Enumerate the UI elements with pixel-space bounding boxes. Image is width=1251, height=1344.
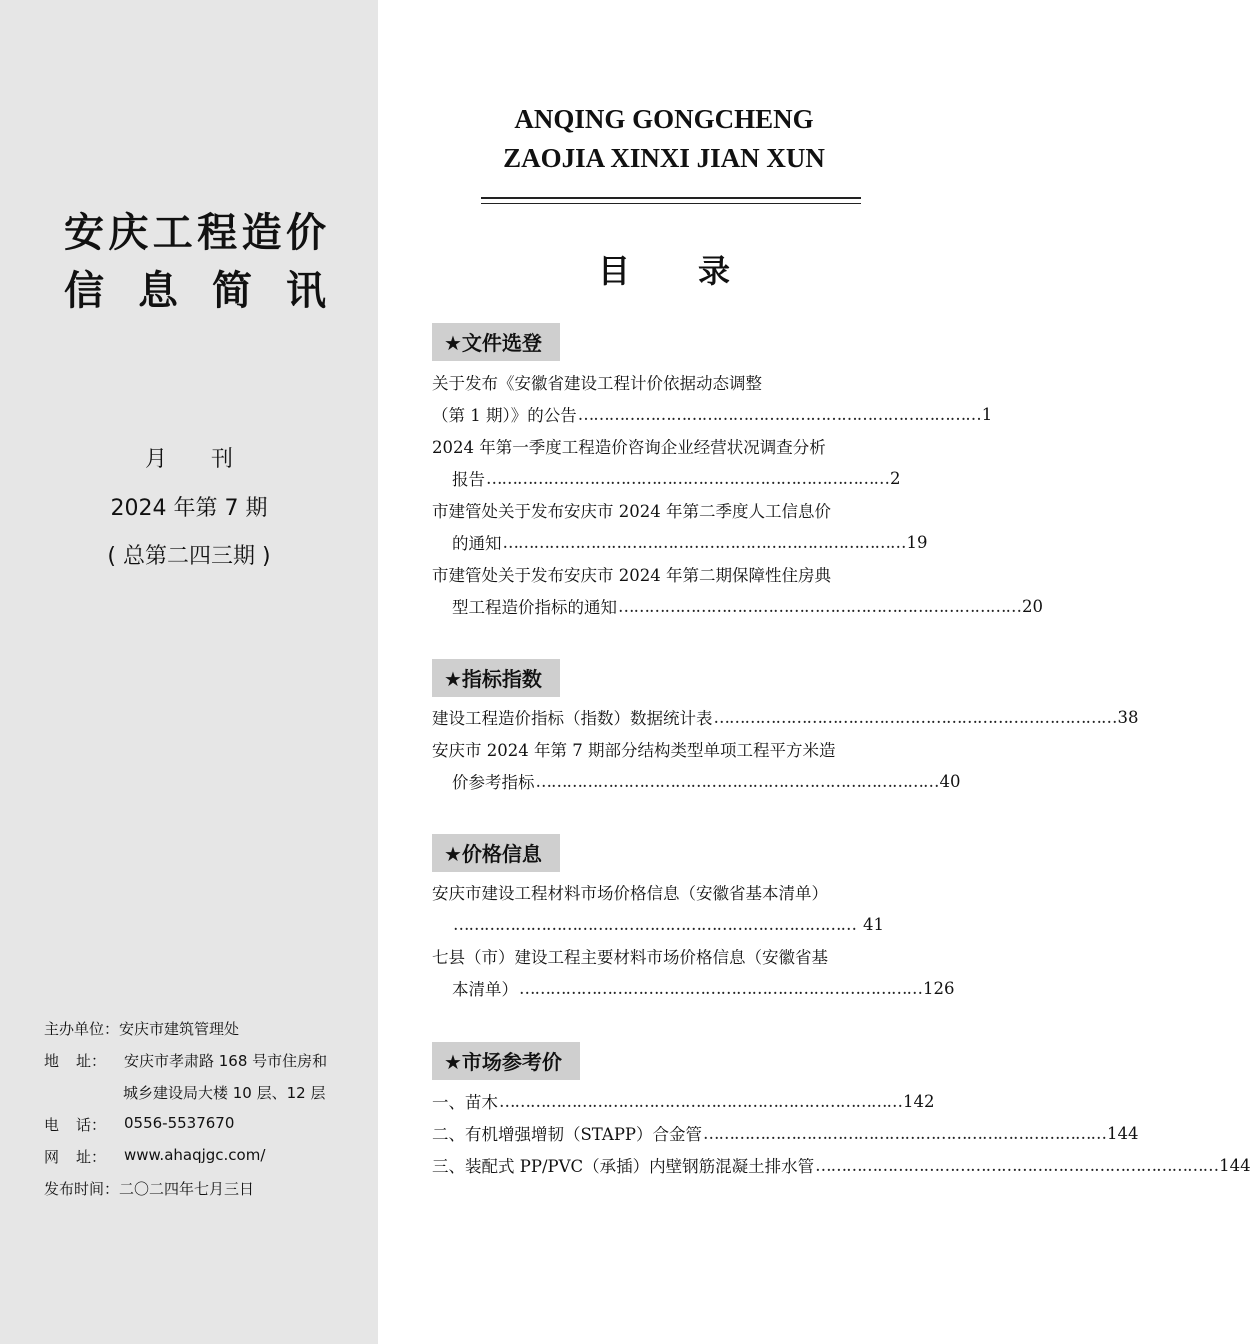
toc-page-number: 40 bbox=[939, 771, 961, 791]
toc-entry-text: 一、苗木 bbox=[432, 1093, 498, 1112]
publish-date-row bbox=[44, 1178, 254, 1199]
publish-date-value: 二〇二四年七月三日 bbox=[119, 1180, 255, 1198]
journal-title-line2 bbox=[64, 263, 326, 314]
english-title-line1: ANQING GONGCHENG bbox=[514, 104, 814, 134]
leader-dots: …………………………………………………………………… bbox=[453, 914, 856, 934]
toc-entry[interactable] bbox=[432, 733, 884, 765]
toc-entry[interactable] bbox=[432, 940, 884, 972]
section-tag-indices: ★指标指数 bbox=[432, 659, 560, 697]
title-char: 造 bbox=[241, 209, 282, 256]
sponsor-value: 安庆市建筑管理处 bbox=[119, 1020, 240, 1038]
title-char: 简 bbox=[212, 267, 252, 314]
leader-dots: …………………………………………………………………… bbox=[502, 532, 906, 552]
leader-dots: …………………………………………………………………… bbox=[519, 978, 922, 998]
toc-entry-text: 安庆市建设工程材料市场价格信息（安徽省基本清单） bbox=[432, 884, 828, 903]
toc-entry-text: 本清单） bbox=[452, 980, 518, 999]
toc-entry[interactable] bbox=[452, 462, 901, 494]
contents-panel bbox=[378, 0, 1251, 1344]
toc-entry-text: 市建管处关于发布安庆市 2024 年第二季度人工信息价 bbox=[432, 502, 831, 521]
toc-entry[interactable] bbox=[432, 701, 1139, 733]
toc-entry-text: 价参考指标 bbox=[452, 773, 535, 792]
toc-page-number: 41 bbox=[863, 914, 884, 934]
toc-page-number: 20 bbox=[1022, 596, 1043, 616]
toc-page-number: 38 bbox=[1117, 707, 1139, 727]
phone-row bbox=[44, 1114, 234, 1135]
toc-entry-text: 二、有机增强增韧（STAPP）合金管 bbox=[432, 1125, 703, 1144]
toc-entry-text: 市建管处关于发布安庆市 2024 年第二期保障性住房典 bbox=[432, 566, 831, 585]
toc-entry[interactable] bbox=[452, 908, 884, 940]
toc-entry[interactable] bbox=[432, 558, 884, 590]
title-char: 信 bbox=[64, 267, 104, 314]
toc-entry-text: 三、装配式 PP/PVC（承插）内壁钢筋混凝土排水管 bbox=[432, 1157, 815, 1176]
sponsor-label: 主办单位： bbox=[44, 1020, 120, 1038]
address-label: 地 址： bbox=[44, 1052, 106, 1070]
leader-dots: …………………………………………………………………… bbox=[713, 707, 1117, 727]
toc-entry[interactable] bbox=[432, 1117, 1139, 1149]
leader-dots: …………………………………………………………………… bbox=[499, 1091, 902, 1111]
issue-number: 2024 年第 7 期 bbox=[110, 496, 268, 521]
toc-page-number: 144 bbox=[1219, 1155, 1251, 1175]
toc-entry-text: 关于发布《安徽省建设工程计价依据动态调整 bbox=[432, 374, 762, 393]
phone-label: 电 话： bbox=[44, 1116, 106, 1134]
section-tag-documents: ★文件选登 bbox=[432, 323, 560, 361]
toc-entry[interactable] bbox=[432, 494, 884, 526]
section-tag-market-reference: ★市场参考价 bbox=[432, 1042, 580, 1080]
address-row bbox=[44, 1050, 327, 1071]
title-char: 讯 bbox=[286, 267, 326, 314]
title-char: 程 bbox=[197, 209, 238, 256]
toc-entry-text: 安庆市 2024 年第 7 期部分结构类型单项工程平方米造 bbox=[432, 741, 836, 760]
toc-page-number: 126 bbox=[923, 978, 955, 998]
toc-heading: 目 录 bbox=[597, 252, 731, 290]
toc-entry-text: （第 1 期）》的公告 bbox=[432, 406, 577, 425]
toc-entry[interactable] bbox=[432, 876, 884, 908]
title-divider-thin bbox=[481, 203, 861, 204]
english-title-line2: ZAOJIA XINXI JIAN XUN bbox=[503, 143, 825, 173]
toc-entry-text: 报告 bbox=[452, 470, 485, 489]
website-row bbox=[44, 1146, 265, 1167]
toc-page-number: 142 bbox=[903, 1091, 935, 1111]
leader-dots: …………………………………………………………………… bbox=[486, 468, 889, 488]
address-value-line2: 城乡建设局大楼 10 层、12 层 bbox=[123, 1084, 326, 1102]
toc-entry[interactable] bbox=[432, 366, 884, 398]
toc-entry[interactable] bbox=[452, 590, 1043, 622]
toc-entry-text: 七县（市）建设工程主要材料市场价格信息（安徽省基 bbox=[432, 948, 828, 967]
title-divider-thick bbox=[481, 197, 861, 199]
toc-entry-text: 建设工程造价指标（指数）数据统计表 bbox=[432, 709, 713, 728]
address-value-line1: 安庆市孝肃路 168 号市住房和 bbox=[124, 1052, 328, 1070]
sponsor-row bbox=[44, 1018, 239, 1039]
toc-entry[interactable] bbox=[452, 765, 961, 797]
toc-entry[interactable] bbox=[432, 430, 884, 462]
publish-date-label: 发布时间： bbox=[44, 1180, 120, 1198]
toc-entry[interactable] bbox=[432, 1149, 1251, 1181]
leader-dots: …………………………………………………………………… bbox=[703, 1123, 1107, 1143]
leader-dots: …………………………………………………………………… bbox=[535, 771, 939, 791]
leader-dots: …………………………………………………………………… bbox=[815, 1155, 1219, 1175]
cover-panel bbox=[0, 0, 378, 1344]
title-char: 息 bbox=[138, 267, 178, 314]
leader-dots: …………………………………………………………………… bbox=[577, 404, 981, 424]
journal-title-line1 bbox=[64, 205, 326, 256]
toc-entry-text: 型工程造价指标的通知 bbox=[452, 598, 617, 617]
toc-entry-text: 的通知 bbox=[452, 534, 502, 553]
toc-entry[interactable] bbox=[452, 526, 928, 558]
toc-page-number: 19 bbox=[906, 532, 928, 552]
toc-page-number: 144 bbox=[1107, 1123, 1139, 1143]
website-link[interactable]: www.ahaqjgc.com/ bbox=[124, 1146, 266, 1164]
phone-value: 0556-5537670 bbox=[124, 1114, 235, 1132]
website-label: 网 址： bbox=[44, 1148, 106, 1166]
toc-entry[interactable] bbox=[452, 972, 955, 1004]
leader-dots: …………………………………………………………………… bbox=[618, 596, 1021, 616]
toc-entry[interactable] bbox=[432, 1085, 935, 1117]
toc-entry[interactable] bbox=[432, 398, 993, 430]
total-issue-number: ( 总第二四三期 ) bbox=[107, 544, 271, 569]
toc-page-number: 1 bbox=[981, 404, 993, 424]
title-char: 价 bbox=[285, 209, 326, 256]
title-char: 庆 bbox=[108, 209, 149, 256]
monthly-label: 月 刊 bbox=[144, 447, 233, 472]
title-char: 安 bbox=[64, 209, 104, 256]
title-char: 工 bbox=[152, 209, 193, 256]
toc-entry-text: 2024 年第一季度工程造价咨询企业经营状况调查分析 bbox=[432, 438, 826, 457]
toc-page-number: 2 bbox=[890, 468, 901, 488]
section-tag-prices: ★价格信息 bbox=[432, 834, 560, 872]
